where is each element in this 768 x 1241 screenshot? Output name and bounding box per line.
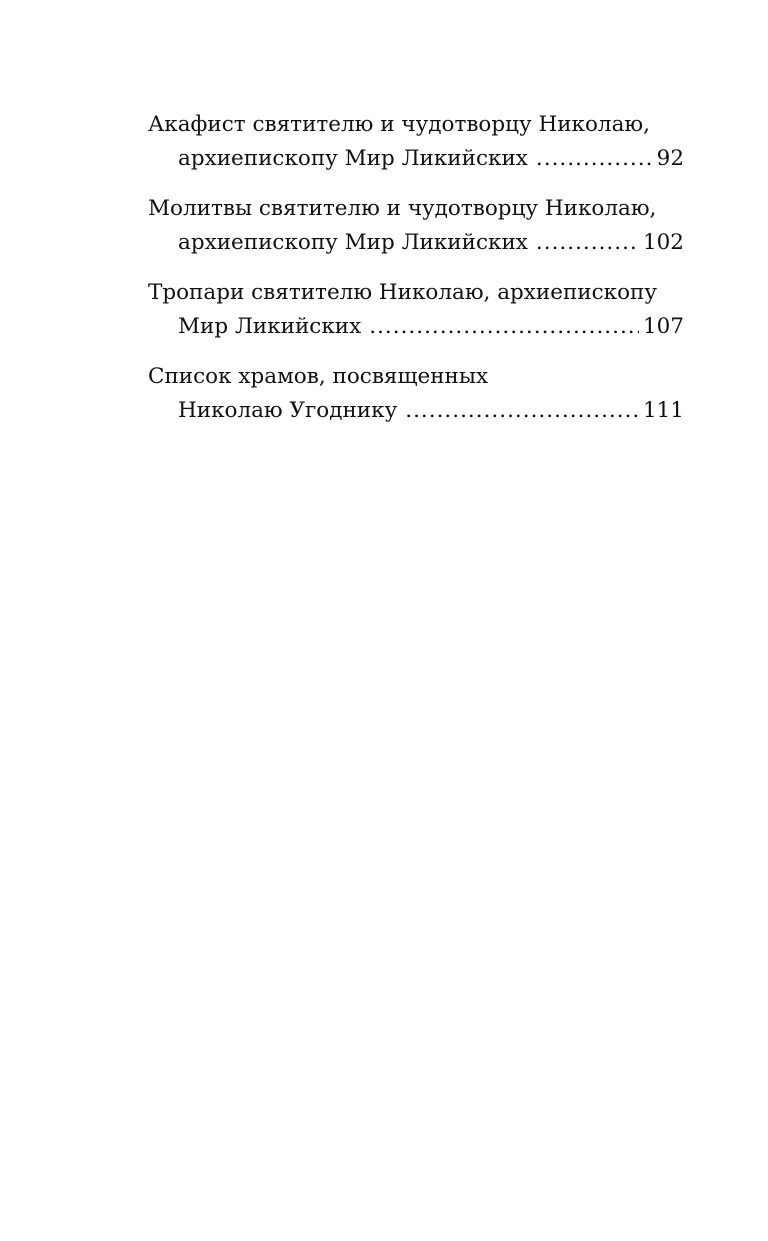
toc-entry-title-line2 — [148, 226, 684, 260]
toc-page-number: 102 — [642, 230, 684, 255]
toc-entry-title-continued: Мир Ликийских — [178, 314, 362, 339]
dot-leader — [405, 394, 639, 428]
toc-page-number: 107 — [642, 314, 684, 339]
toc-entry-troparia[interactable] — [148, 276, 684, 344]
toc-entry-churches-list[interactable] — [148, 360, 684, 428]
toc-entry-title-line1: Молитвы святителю и чудотворцу Николаю, — [148, 196, 657, 221]
toc-entry-title-continued: архиепископу Мир Ликийских — [178, 146, 528, 171]
toc-entry-title-line2 — [148, 310, 684, 344]
table-of-contents — [148, 108, 684, 444]
toc-entry-akathist[interactable] — [148, 108, 684, 176]
toc-entry-prayers[interactable] — [148, 192, 684, 260]
toc-entry-title-line1: Тропари святителю Николаю, архиепископу — [148, 280, 658, 305]
toc-entry-title-continued: архиепископу Мир Ликийских — [178, 230, 528, 255]
toc-page-number: 92 — [656, 146, 684, 171]
toc-entry-title-line1: Список храмов, посвященных — [148, 364, 489, 389]
toc-entry-title-line1: Акафист святителю и чудотворцу Николаю, — [148, 112, 650, 137]
dot-leader — [369, 310, 639, 344]
dot-leader — [536, 226, 639, 260]
toc-entry-title-continued: Николаю Угоднику — [178, 398, 398, 423]
toc-page-number: 111 — [642, 398, 684, 423]
toc-entry-title-line2 — [148, 394, 684, 428]
dot-leader — [536, 142, 653, 176]
toc-entry-title-line2 — [148, 142, 684, 176]
